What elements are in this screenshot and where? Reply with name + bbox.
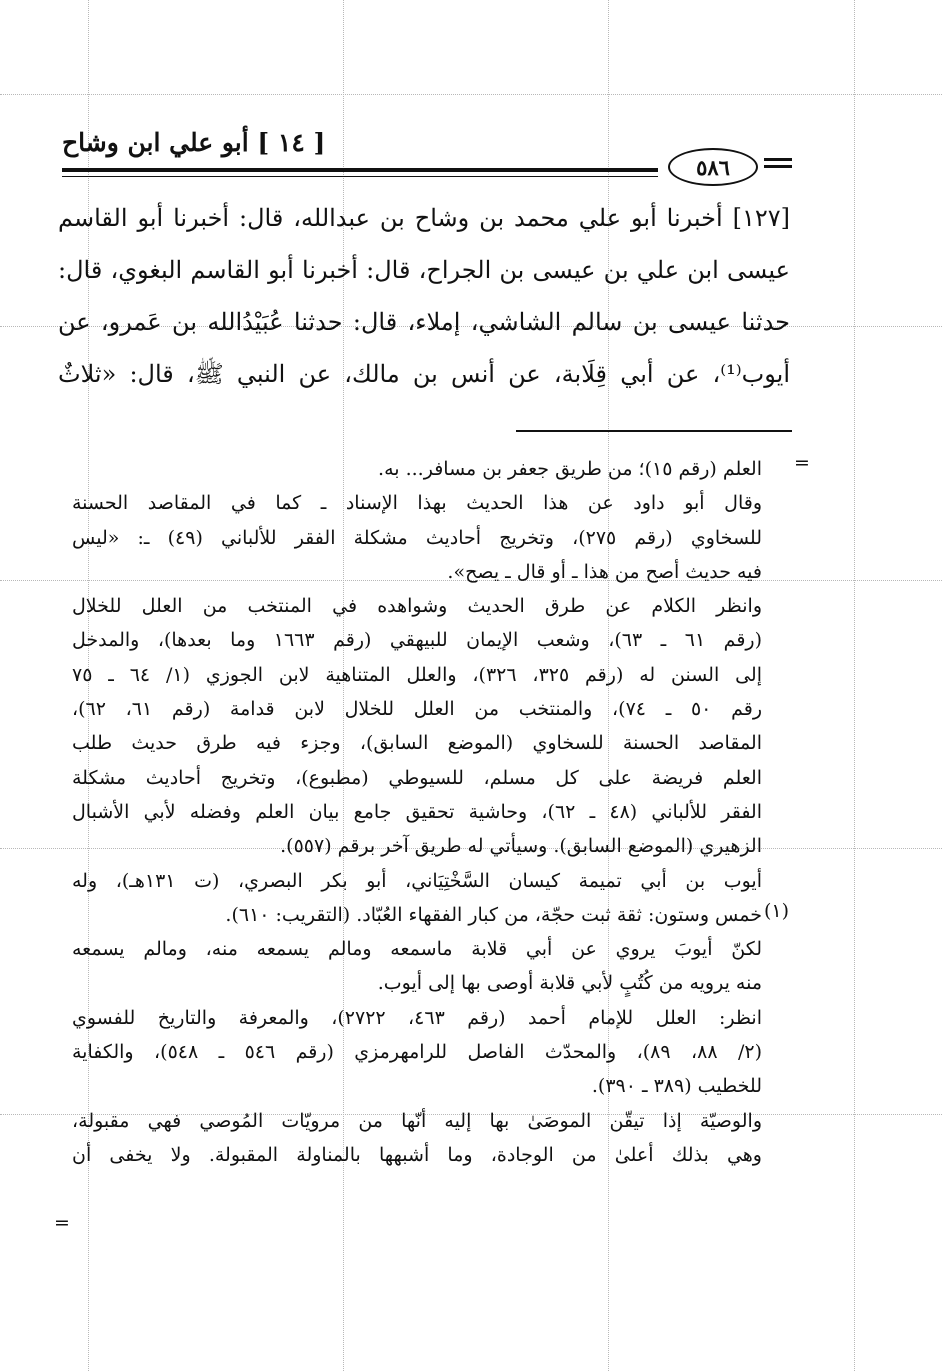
header-rule-right <box>764 165 792 168</box>
page-number: ٥٨٦ <box>668 148 758 186</box>
footnotes <box>72 452 762 1172</box>
footnote-line: رقم ٥٠ ـ ٧٤)، والمنتخب من العلل للخلال لابن قدامة (رقم ٦١، ٦٢)، <box>72 698 762 721</box>
footnote-line: العلم فريضة على كل مسلم، للسيوطي (مطبوع)، وتخريج أحاديث مشكلة <box>72 766 762 789</box>
footnote-line: خمس وستون: ثقة ثبت حجّة، من كبار الفقهاء العُبّاد. (التقريب: ٦١٠). <box>225 903 762 926</box>
footnote-line: لكنّ أيوبَ يروي عن أبي قلابة ماسمعه ومالم يسمعه منه، ومالم يسمعه <box>72 938 762 961</box>
header-rule-thick <box>62 168 658 172</box>
footnote-line: أيوب بن أبي تميمة كيسان السَّخْتِيَاني، أبو بكر البصري، (ت ١٣١هـ)، وله <box>72 869 762 892</box>
footnote-line: للخطيب (٣٨٩ ـ ٣٩٠). <box>591 1075 762 1098</box>
footnote-line: فيه حديث أصح من هذا ـ أو قال ـ يصح». <box>447 560 762 583</box>
footnote-line: المقاصد الحسنة للسخاوي (الموضع السابق)، وجزء فيه طرق حديث طلب <box>72 732 762 755</box>
scan-guide-line <box>854 0 855 1371</box>
main-text-line: [١٢٧] أخبرنا أبو علي محمد بن وشاح بن عبدالله، قال: أخبرنا أبو القاسم <box>58 204 790 232</box>
footnote-line: انظر: العلل للإمام أحمد (رقم ٤٦٣، ٢٧٢٢)، والمعرفة والتاريخ للفسوي <box>72 1006 762 1029</box>
header-rule-thin <box>62 176 658 177</box>
header-rule-right <box>764 158 792 161</box>
footnote-separator <box>516 430 792 432</box>
footnote-line: والوصيّة إذا تيقّن الموصَىٰ بها إليه أنّها من مرويّات المُوصي فهي مقبولة، <box>72 1109 762 1132</box>
footnote-line: الزهيري (الموضع السابق). وسيأتي له طريق آخر برقم (٥٥٧). <box>280 835 762 858</box>
main-text-line: عيسى ابن علي بن عيسى بن الجراح، قال: أخبرنا أبو القاسم البغوي، قال: <box>58 256 790 284</box>
footnote-continuation-marker: = <box>794 452 810 474</box>
footnote-line: الفقر للألباني (٤٨ ـ ٦٢)، وحاشية تحقيق جامع بيان العلم وفضله لأبي الأشبال <box>72 800 762 823</box>
footnote-line: وهي بذلك أعلىٰ من الوجادة، وما أشبهها بالمناولة المقبولة. ولا يخفى أن <box>72 1143 762 1166</box>
footnote-line: إلى السنن له (رقم ٣٢٥، ٣٢٦)، والعلل المتناهية لابن الجوزي (١/ ٦٤ ـ ٧٥ <box>72 663 762 686</box>
main-text-line: حدثنا عيسى بن سالم الشاشي، إملاء، قال: حدثنا عُبَيْدُالله بن عَمرو، عن <box>58 308 790 336</box>
footnote-line: منه يرويه من كُتُبٍ لأبي قلابة أوصى بها إلى أيوب. <box>377 972 762 995</box>
footnote-line: وانظر الكلام عن طرق الحديث وشواهده في المنتخب من العلل للخلال <box>72 595 762 618</box>
scan-guide-line <box>0 94 942 95</box>
footnote-line: وقال أبو داود عن هذا الحديث بهذا الإسناد ـ كما في المقاصد الحسنة <box>72 492 762 515</box>
main-text <box>58 192 790 400</box>
footnote-line: (٢/ ٨٨، ٨٩)، والمحدّث الفاصل للرامهرمزي (رقم ٥٤٦ ـ ٥٤٨)، والكفاية <box>72 1041 762 1064</box>
footnote-line: للسخاوي (رقم ٢٧٥)، وتخريج أحاديث مشكلة الفقر للألباني (٤٩) ـ: «ليس <box>72 526 762 549</box>
footnote-line: (رقم ٦١ ـ ٦٣)، وشعب الإيمان للبيهقي (رقم ١٦٦٣ وما بعدها)، والمدخل <box>72 629 762 652</box>
footnote-line: العلم (رقم ١٥)؛ من طريق جعفر بن مسافر... به. <box>378 458 762 480</box>
running-title: [ ١٤ ] أبو علي ابن وشاح <box>62 128 326 157</box>
main-text-line: أيوب⁽¹⁾، عن أبي قِلَابة، عن أنس بن مالك، عن النبي ﷺ، قال: «ثلاثٌ <box>58 360 790 388</box>
footnote-number: (١) <box>764 900 790 922</box>
footnote-end-marker: = <box>54 1212 70 1234</box>
